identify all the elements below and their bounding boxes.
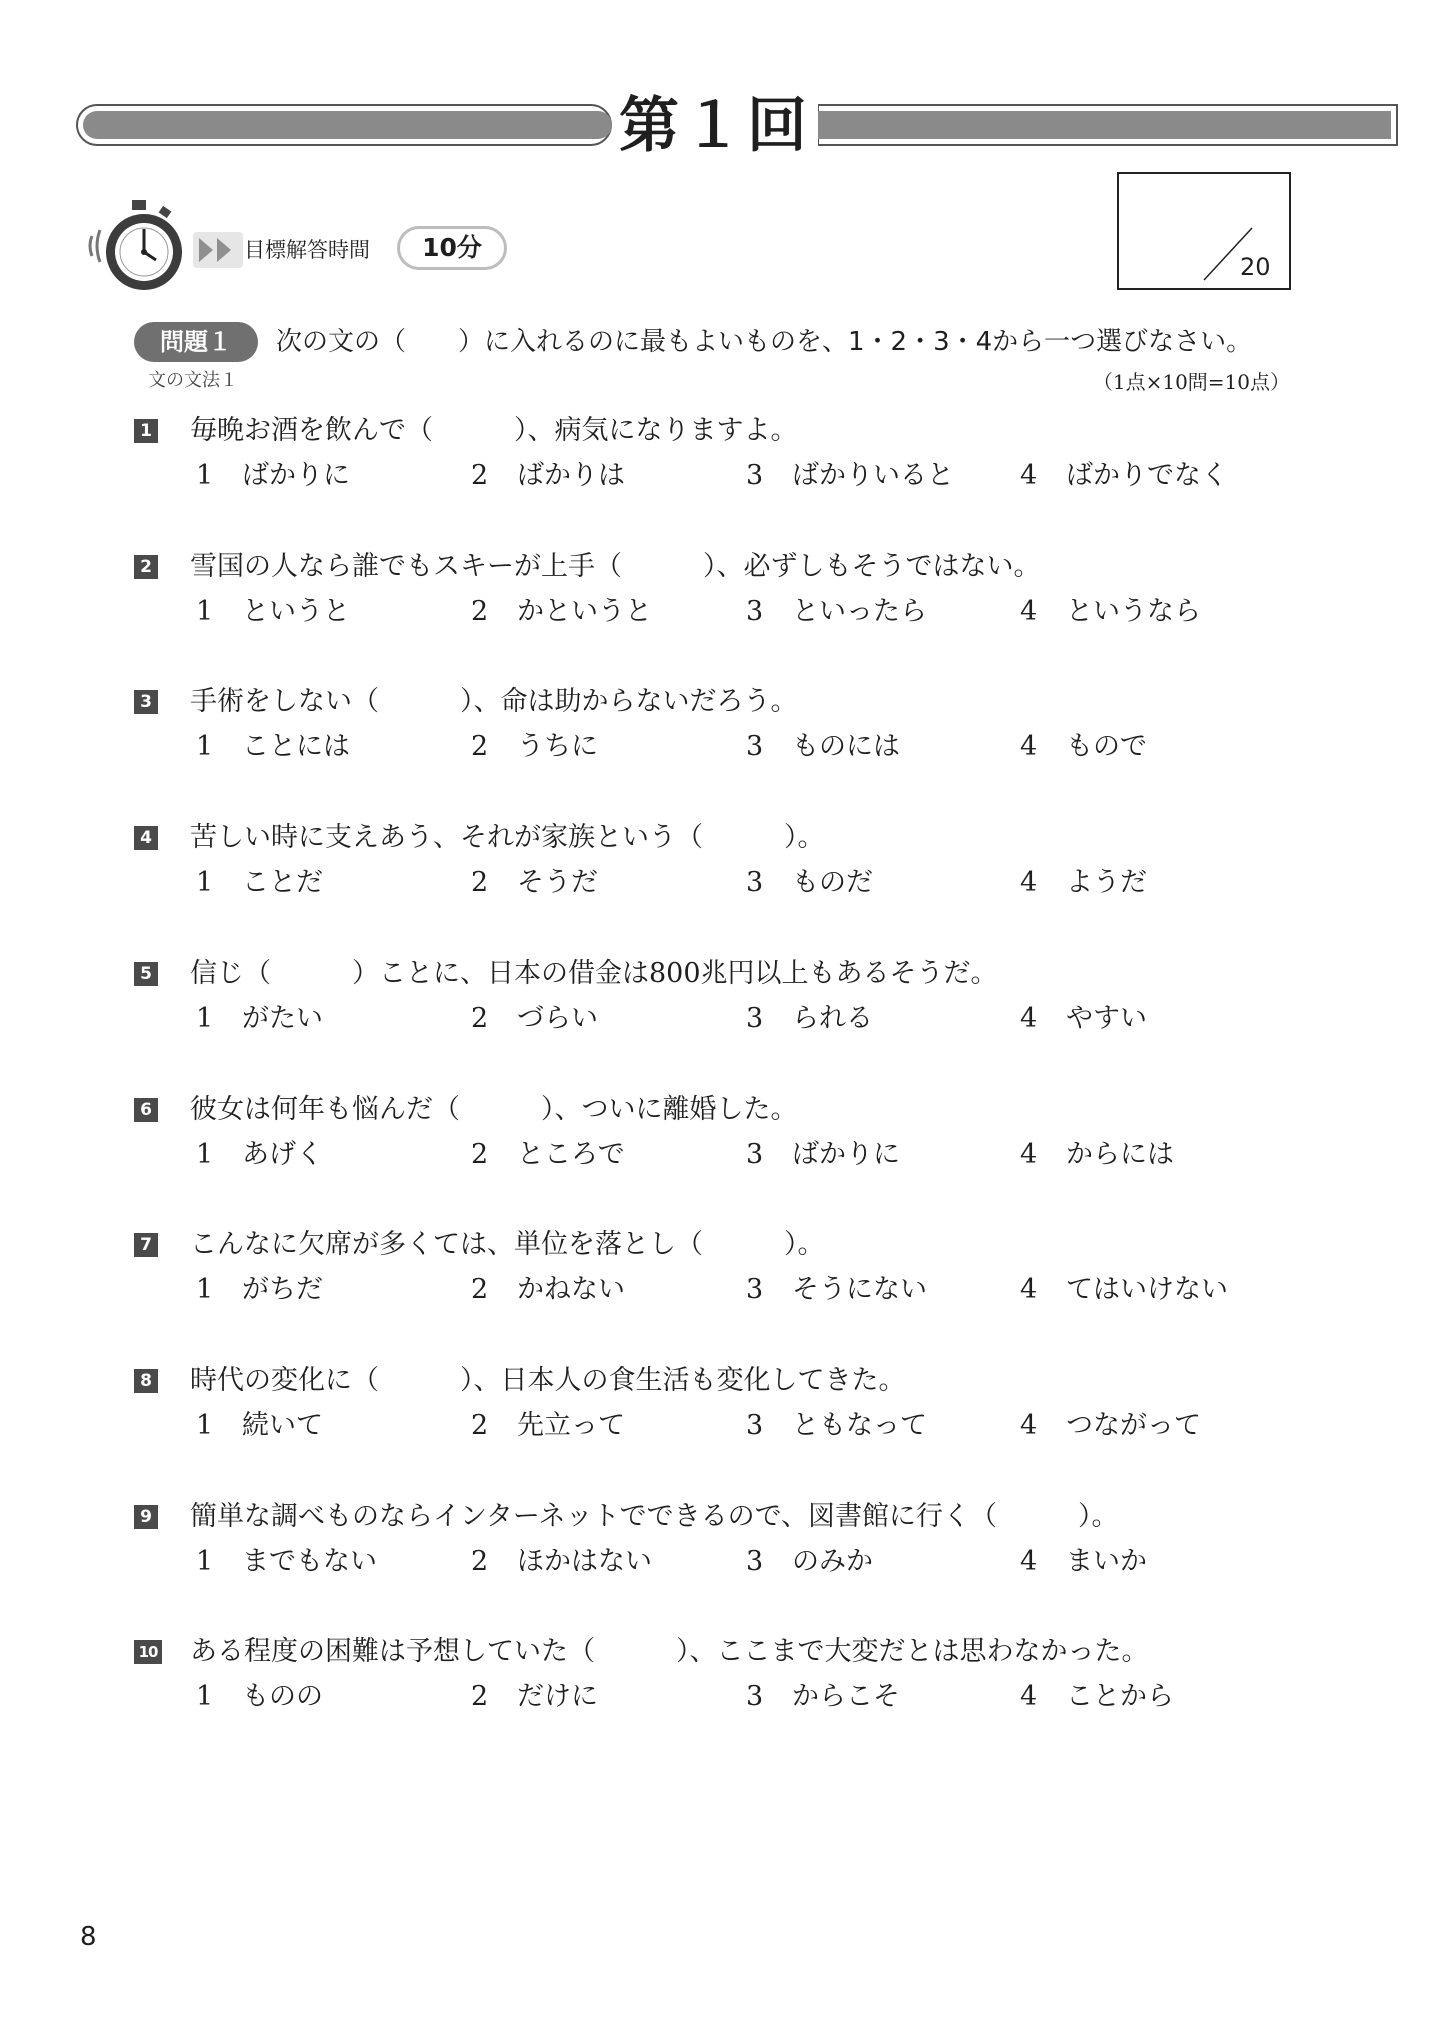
- option-text: がたい: [242, 1003, 323, 1034]
- answer-option: [746, 1542, 873, 1582]
- option-text: 続いて: [242, 1410, 323, 1441]
- question-text: 毎晩お酒を飲んで（ ）、病気になりますよ。: [190, 415, 798, 446]
- option-text: づらい: [517, 1003, 598, 1034]
- question-number: 7: [134, 1233, 158, 1257]
- question-number: 4: [134, 826, 158, 850]
- answer-option: [1020, 1677, 1174, 1717]
- option-number: 3: [746, 731, 764, 762]
- question-number: 6: [134, 1098, 158, 1122]
- option-text: というと: [242, 596, 350, 627]
- option-text: られる: [792, 1003, 873, 1034]
- option-text: そうだ: [517, 867, 598, 898]
- answer-option: [471, 1677, 598, 1717]
- option-text: からこそ: [792, 1681, 900, 1712]
- option-text: やすい: [1066, 1003, 1147, 1034]
- option-text: つながって: [1066, 1410, 1201, 1441]
- option-number: 4: [1020, 1003, 1038, 1034]
- option-text: もので: [1066, 731, 1147, 762]
- option-number: 4: [1020, 1274, 1038, 1305]
- option-number: 1: [196, 731, 214, 762]
- option-text: がちだ: [242, 1274, 323, 1305]
- option-number: 2: [471, 1681, 489, 1712]
- stopwatch-icon: [86, 196, 198, 296]
- option-text: からには: [1066, 1139, 1174, 1170]
- chevron-right-icon: [193, 232, 243, 268]
- answer-option: [746, 727, 900, 767]
- answer-option: [196, 727, 350, 767]
- question-text: 時代の変化に（ ）、日本人の食生活も変化してきた。: [190, 1365, 906, 1396]
- option-text: ばかりでなく: [1066, 460, 1228, 491]
- title-bar-left: [76, 104, 612, 146]
- option-text: そうにない: [792, 1274, 927, 1305]
- question-text: ある程度の困難は予想していた（ ）、ここまで大変だとは思わなかった。: [190, 1636, 1149, 1667]
- answer-option: [1020, 999, 1147, 1039]
- score-total: 20: [1240, 253, 1271, 281]
- question-text: 簡単な調べものならインターネットでできるので、図書館に行く（ ）。: [190, 1501, 1119, 1532]
- answer-option: [1020, 1542, 1147, 1582]
- page-number: 8: [80, 1922, 97, 1952]
- title-bar-right: [818, 104, 1398, 146]
- answer-option: [746, 1270, 927, 1310]
- answer-option: [471, 727, 598, 767]
- option-number: 3: [746, 1681, 764, 1712]
- option-number: 2: [471, 1546, 489, 1577]
- question-number: 3: [134, 690, 158, 714]
- section-label: 文の文法１: [148, 370, 238, 391]
- question-number: 1: [134, 419, 158, 443]
- option-number: 4: [1020, 1681, 1038, 1712]
- option-text: までもない: [242, 1546, 377, 1577]
- option-number: 3: [746, 1274, 764, 1305]
- answer-option: [471, 1270, 625, 1310]
- option-text: かねない: [517, 1274, 625, 1305]
- option-number: 1: [196, 1681, 214, 1712]
- answer-option: [196, 1677, 323, 1717]
- answer-option: [196, 456, 350, 496]
- option-number: 4: [1020, 1546, 1038, 1577]
- answer-option: [746, 1135, 900, 1175]
- option-number: 3: [746, 1410, 764, 1441]
- option-number: 2: [471, 596, 489, 627]
- option-number: 1: [196, 1274, 214, 1305]
- option-text: ばかりは: [517, 460, 625, 491]
- option-text: かというと: [517, 596, 652, 627]
- option-text: ばかりいると: [792, 460, 954, 491]
- answer-option: [471, 456, 625, 496]
- answer-option: [746, 456, 954, 496]
- option-number: 1: [196, 1139, 214, 1170]
- option-text: うちに: [517, 731, 598, 762]
- option-number: 2: [471, 1003, 489, 1034]
- answer-option: [471, 999, 598, 1039]
- option-number: 3: [746, 596, 764, 627]
- question-number: 8: [134, 1369, 158, 1393]
- option-text: ものの: [242, 1681, 323, 1712]
- option-number: 2: [471, 1410, 489, 1441]
- option-text: のみか: [792, 1546, 873, 1577]
- answer-option: [1020, 456, 1228, 496]
- option-number: 1: [196, 867, 214, 898]
- question-text: 手術をしない（ ）、命は助からないだろう。: [190, 686, 798, 717]
- score-note: （1点×10問=10点）: [1092, 370, 1290, 394]
- answer-option: [471, 1135, 625, 1175]
- answer-option: [746, 999, 873, 1039]
- option-number: 3: [746, 1546, 764, 1577]
- option-number: 3: [746, 460, 764, 491]
- option-number: 3: [746, 1003, 764, 1034]
- option-number: 1: [196, 1003, 214, 1034]
- question-number: 2: [134, 555, 158, 579]
- option-number: 4: [1020, 460, 1038, 491]
- option-number: 1: [196, 596, 214, 627]
- answer-option: [471, 592, 652, 632]
- option-number: 4: [1020, 731, 1038, 762]
- option-number: 3: [746, 1139, 764, 1170]
- page-title: 第１回: [619, 91, 811, 161]
- answer-option: [1020, 1270, 1228, 1310]
- option-text: ばかりに: [792, 1139, 900, 1170]
- option-number: 2: [471, 460, 489, 491]
- option-text: だけに: [517, 1681, 598, 1712]
- option-number: 1: [196, 460, 214, 491]
- option-text: ところで: [517, 1139, 625, 1170]
- problem-instruction: 次の文の（ ）に入れるのに最もよいものを、1・2・3・4から一つ選びなさい。: [276, 327, 1253, 357]
- answer-option: [1020, 727, 1147, 767]
- option-text: ものには: [792, 731, 900, 762]
- answer-option: [471, 1542, 652, 1582]
- option-text: 先立って: [517, 1410, 625, 1441]
- answer-option: [196, 999, 323, 1039]
- question-text: 苦しい時に支えあう、それが家族という（ ）。: [190, 822, 825, 853]
- answer-option: [196, 1270, 323, 1310]
- option-number: 3: [746, 867, 764, 898]
- option-text: てはいけない: [1066, 1274, 1228, 1305]
- answer-option: [196, 1135, 323, 1175]
- question-text: 信じ（ ）ことに、日本の借金は800兆円以上もあるそうだ。: [190, 958, 998, 989]
- answer-option: [471, 1406, 625, 1446]
- option-text: ほかはない: [517, 1546, 652, 1577]
- answer-option: [471, 863, 598, 903]
- option-text: というなら: [1066, 596, 1201, 627]
- answer-option: [196, 1542, 377, 1582]
- answer-option: [196, 863, 323, 903]
- answer-option: [746, 592, 927, 632]
- option-text: ばかりに: [242, 460, 350, 491]
- answer-option: [746, 1677, 900, 1717]
- option-text: といったら: [792, 596, 927, 627]
- option-number: 4: [1020, 1410, 1038, 1441]
- option-number: 1: [196, 1410, 214, 1441]
- option-text: ものだ: [792, 867, 873, 898]
- option-text: ことだ: [242, 867, 323, 898]
- answer-option: [746, 863, 873, 903]
- question-text: こんなに欠席が多くては、単位を落とし（ ）。: [190, 1229, 825, 1260]
- question-text: 彼女は何年も悩んだ（ ）、ついに離婚した。: [190, 1094, 798, 1125]
- option-text: あげく: [242, 1139, 323, 1170]
- option-number: 4: [1020, 1139, 1038, 1170]
- option-number: 1: [196, 1546, 214, 1577]
- option-number: 2: [471, 1139, 489, 1170]
- option-text: ことから: [1066, 1681, 1174, 1712]
- answer-option: [1020, 1135, 1174, 1175]
- option-text: ことには: [242, 731, 350, 762]
- question-number: 9: [134, 1505, 158, 1529]
- option-text: ようだ: [1066, 867, 1147, 898]
- problem-badge: 問題１: [134, 322, 258, 362]
- answer-option: [1020, 863, 1147, 903]
- question-number: 10: [134, 1640, 162, 1664]
- option-number: 4: [1020, 867, 1038, 898]
- option-number: 4: [1020, 596, 1038, 627]
- answer-option: [1020, 1406, 1201, 1446]
- answer-option: [1020, 592, 1201, 632]
- answer-option: [746, 1406, 927, 1446]
- answer-option: [196, 592, 350, 632]
- option-number: 2: [471, 731, 489, 762]
- target-time-label: 目標解答時間: [244, 238, 370, 262]
- option-text: まいか: [1066, 1546, 1147, 1577]
- answer-option: [196, 1406, 323, 1446]
- option-number: 2: [471, 867, 489, 898]
- option-text: ともなって: [792, 1410, 927, 1441]
- question-number: 5: [134, 962, 158, 986]
- question-text: 雪国の人なら誰でもスキーが上手（ ）、必ずしもそうではない。: [190, 551, 1041, 582]
- option-number: 2: [471, 1274, 489, 1305]
- target-time-value: 10分: [397, 226, 507, 270]
